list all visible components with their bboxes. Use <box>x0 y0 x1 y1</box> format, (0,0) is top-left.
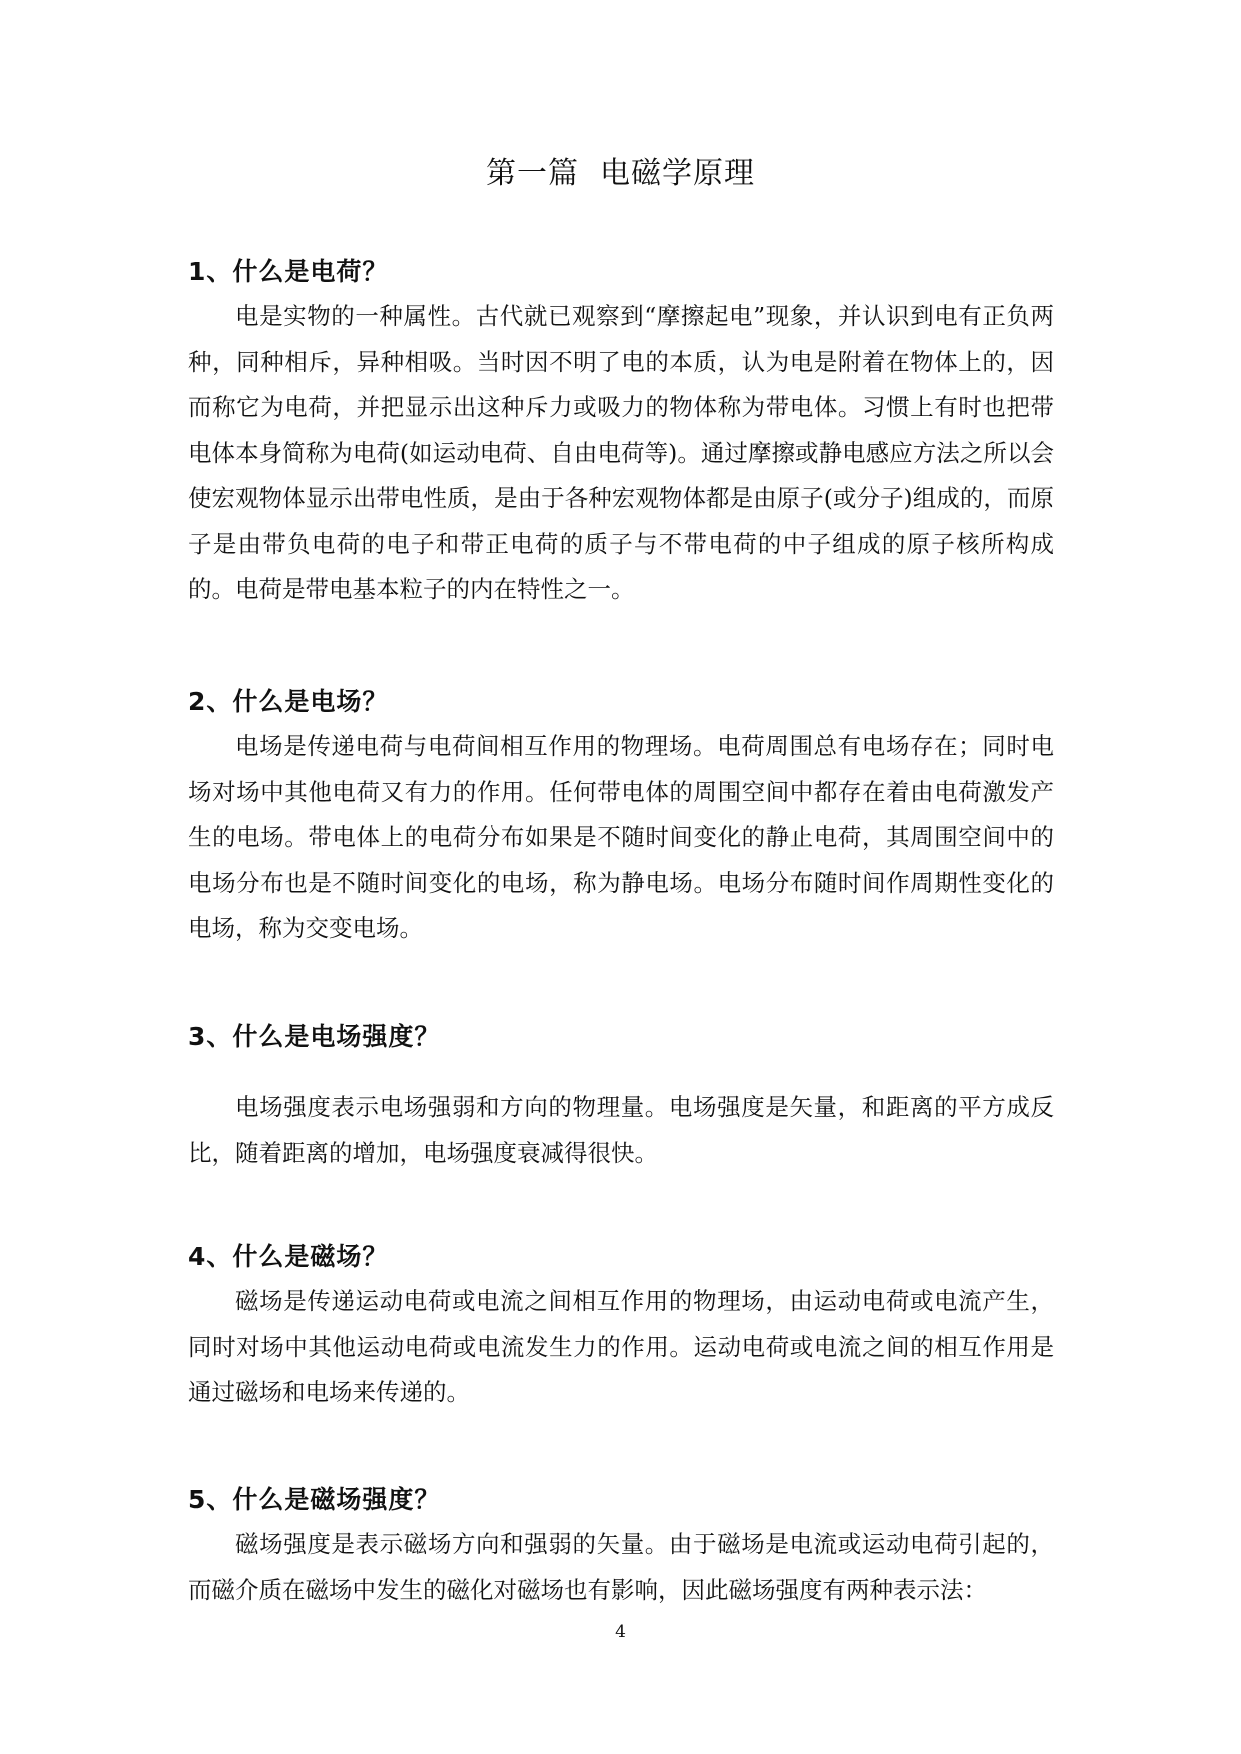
section-electric-field <box>188 680 1054 952</box>
section-heading: 2、什么是电场？ <box>188 687 389 716</box>
section-paragraph: 电场是传递电荷与电荷间相互作用的物理场。电荷周围总有电场存在；同时电场对场中其他电荷又有力的作用。任何带电体的周围空间中都存在着由电荷激发产生的电场。带电体上的电荷分布如果是不随时间变化的静止电荷，其周围空间中的电场分布也是不随时间变化的电场，称为静电场。电场分布随时间作周期性变化的电场，称为交变电场。 <box>188 732 1054 942</box>
section-paragraph: 磁场强度是表示磁场方向和强弱的矢量。由于磁场是电流或运动电荷引起的，而磁介质在磁场中发生的磁化对磁场也有影响，因此磁场强度有两种表示法： <box>188 1530 1054 1604</box>
section-paragraph: 电场强度表示电场强弱和方向的物理量。电场强度是矢量，和距离的平方成反比，随着距离的增加，电场强度衰减得很快。 <box>188 1093 1054 1167</box>
page-number: 4 <box>615 1622 626 1642</box>
section-heading: 4、什么是磁场？ <box>188 1242 389 1271</box>
section-heading: 3、什么是电场强度？ <box>188 1022 441 1051</box>
document-title: 第一篇 电磁学原理 <box>485 156 756 191</box>
section-paragraph: 电是实物的一种属性。古代就已观察到“摩擦起电”现象，并认识到电有正负两种，同种相斥，异种相吸。当时因不明了电的本质，认为电是附着在物体上的，因而称它为电荷，并把显示出这种斥力或吸力的物体称为带电体。习惯上有时也把带电体本身简称为电荷(如运动电荷、自由电荷等)。通过摩擦或静电感应方法之所以会使宏观物体显示出带电性质，是由于各种宏观物体都是由原子(或分子)组成的，而原子是由带负电荷的电子和带正电荷的质子与不带电荷的中子组成的原子核所构成的。电荷是带电基本粒子的内在特性之一。 <box>188 302 1054 603</box>
section-paragraph: 磁场是传递运动电荷或电流之间相互作用的物理场，由运动电荷或电流产生，同时对场中其他运动电荷或电流发生力的作用。运动电荷或电流之间的相互作用是通过磁场和电场来传递的。 <box>188 1287 1054 1406</box>
section-heading: 1、什么是电荷？ <box>188 257 389 286</box>
section-magnetic-field <box>188 1235 1054 1416</box>
section-heading: 5、什么是磁场强度？ <box>188 1485 441 1514</box>
section-electric-charge <box>188 250 1054 613</box>
section-electric-field-strength <box>188 1015 1054 1176</box>
section-magnetic-field-strength <box>188 1478 1054 1613</box>
